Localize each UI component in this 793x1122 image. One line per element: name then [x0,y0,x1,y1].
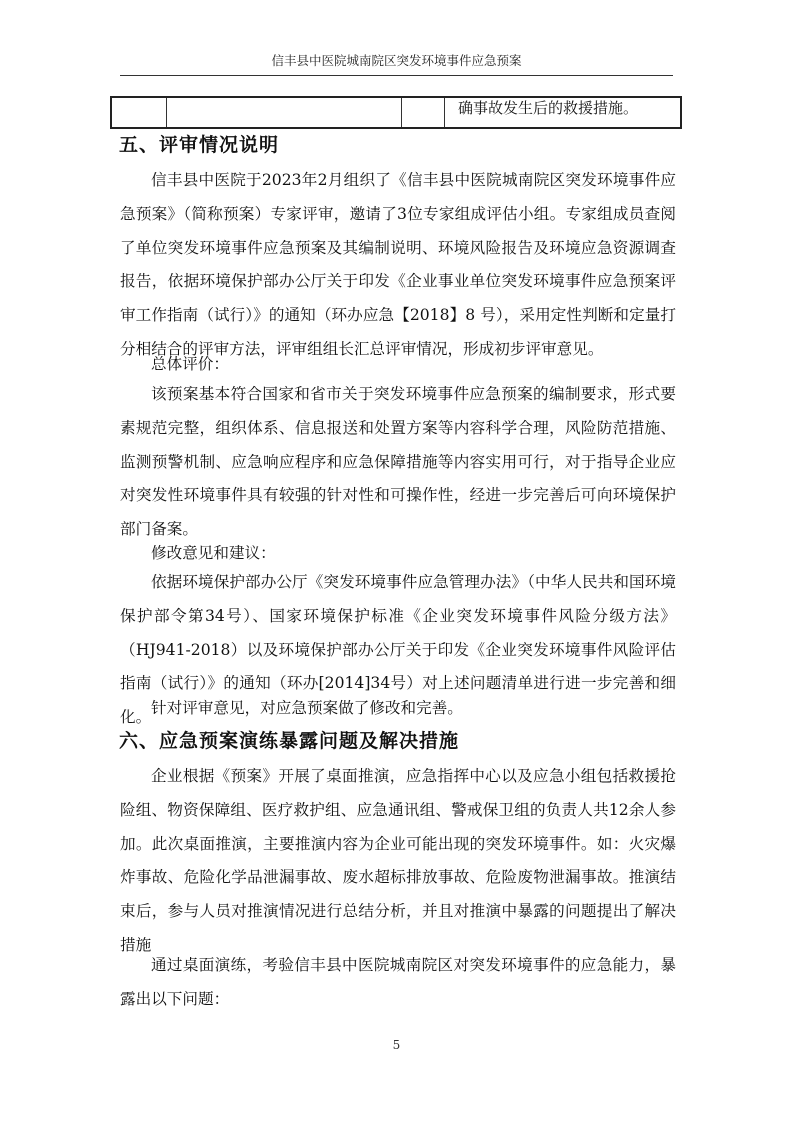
overall-evaluation-label: 总体评价： [151,355,229,373]
section-5-heading: 五、评审情况说明 [119,134,280,156]
section-6-paragraph-1: 企业根据《预案》开展了桌面推演，应急指挥中心以及应急小组包括救援抢险组、物资保障组、医疗救护组、应急通讯组、警戒保卫组的负责人共12余人参加。此次桌面推演，主要推演内容为企业可能出现的突发环境事件。如：火灾爆炸事故、危险化学品泄漏事故、废水超标排放事故、危险废物泄漏事故。推演结束后，参与人员对推演情况进行总结分析，并且对推演中暴露的问题提出了解决措施 [120,767,676,954]
section-6-heading: 六、应急预案演练暴露问题及解决措施 [119,730,460,752]
section-5-paragraph-1: 信丰县中医院于2023年2月组织了《信丰县中医院城南院区突发环境事件应急预案》（简称预案）专家评审，邀请了3位专家组成评估小组。专家组成员查阅了单位突发环境事件应急预案及其编制说明、环境风险报告及环境应急资源调查报告，依据环境保护部办公厅关于印发《企业事业单位突发环境事件应急预案评审工作指南（试行）》的通知（环办应急【2018】8 号），采用定性判断和定量打分相结合的评审方法，评审组组长汇总评审情况，形成初步评审意见。 [120,171,676,358]
section-5-paragraph-3: 依据环境保护部办公厅《突发环境事件应急管理办法》（中华人民共和国环境保护部令第34号）、国家环境保护标准《企业突发环境事件风险分级方法》（HJ941-2018）以及环境保护部办公厅关于印发《企业突发环境事件风险评估指南（试行）》的通知（环办[2014]34号）对上述问题清单进行进一步完善和细化。 [120,573,676,727]
page-number: 5 [392,1038,401,1052]
table-column-divider [166,98,167,127]
header-rule [120,75,673,76]
section-5-paragraph-2: 该预案基本符合国家和省市关于突发环境事件应急预案的编制要求，形式要素规范完整，组织体系、信息报送和处置方案等内容科学合理，风险防范措施、监测预警机制、应急响应程序和应急保障措施等内容实用可行，对于指导企业应对突发性环境事件具有较强的针对性和可操作性，经进一步完善后可向环境保护部门备案。 [120,385,676,539]
suggestions-label: 修改意见和建议： [151,544,276,562]
table-cell-text: 确事故发生后的救援措施。 [458,99,639,117]
section-6-paragraph-2: 通过桌面演练，考验信丰县中医院城南院区对突发环境事件的应急能力，暴露出以下问题： [120,956,676,1008]
section-5-paragraph-4: 针对评审意见，对应急预案做了修改和完善。 [151,699,463,717]
table-continuation [110,96,682,129]
running-header: 信丰县中医院城南院区突发环境事件应急预案 [271,53,522,68]
table-column-divider [444,98,445,127]
table-column-divider [401,98,402,127]
